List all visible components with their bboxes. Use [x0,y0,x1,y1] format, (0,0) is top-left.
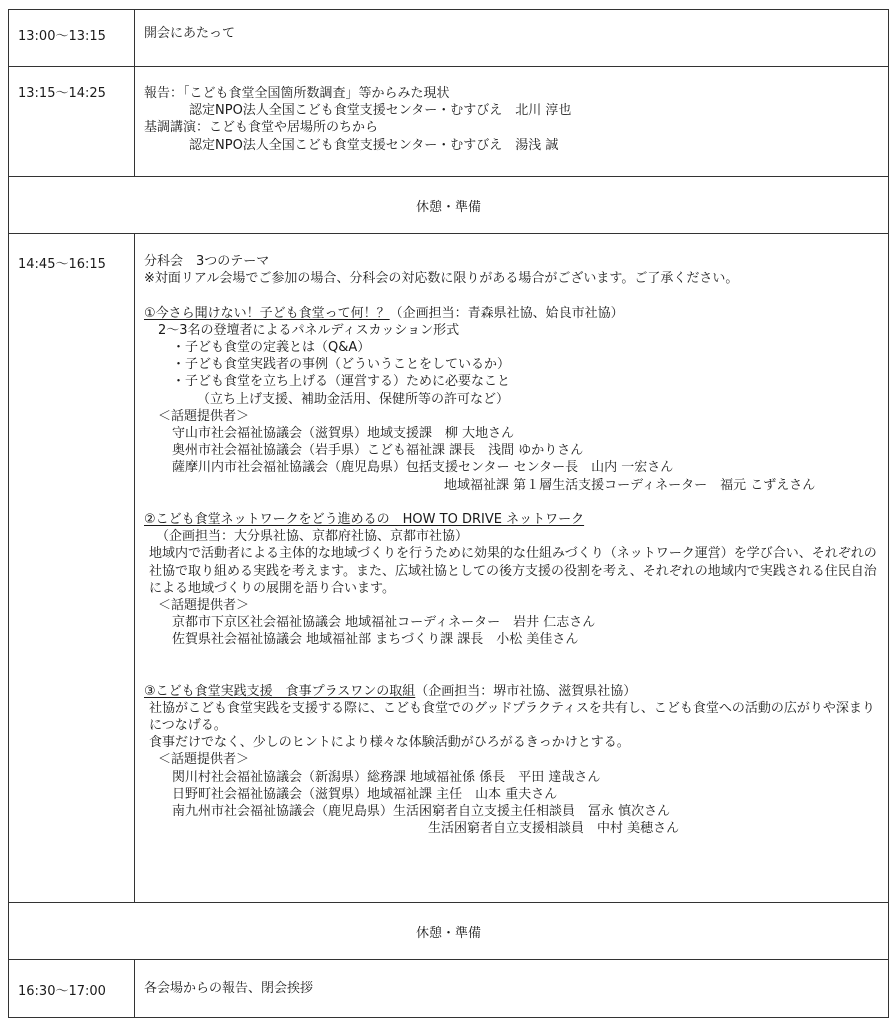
closing-text: 各会場からの報告、閉会挨拶 [144,981,314,996]
session-3-organizer: （企画担当：堺市社協、滋賀県社協） [415,683,637,699]
breakout-note: ※対面リアル会場でご参加の場合、分科会の対応数に限りがある場合がございます。ご了承ください。 [144,271,739,287]
session-1-topic-detail: （立ち上げ支援、補助金活用、保健所等の許可など） [197,391,510,407]
break-cell: 休憩・準備 [9,903,889,960]
session-3-description: 社協がこども食堂実践を支援する際に、こども食堂でのグッドプラクティスを共有し、こども食堂への活動の広がりや深まりにつなげる。 [149,700,875,734]
content-cell [135,10,889,67]
report-title: 報告：「こども食堂全国箇所数調査」等からみた現状 [144,86,450,101]
time-cell: 14:45〜16:15 [9,234,135,903]
session-2-speakers-label: ＜話題提供者＞ [158,598,250,614]
keynote-title: 基調講演：こども食堂や居場所のちから [144,120,379,136]
session-3-speaker: 関川村社会福祉協議会（新潟県）総務課 地域福祉係 係長 平田 達哉さん [172,769,601,785]
session-2-organizer: （企画担当：大分県社協、京都府社協、京都市社協） [156,529,469,545]
schedule-row [9,234,889,903]
time-cell: 13:15〜14:25 [9,67,135,177]
session-1-speaker: 守山市社会福祉協議会（滋賀県）地域支援課 柳 大地さん [172,426,515,442]
time-cell: 13:00〜13:15 [9,10,135,67]
session-1-format: 2〜3名の登壇者によるパネルディスカッション形式 [158,322,460,338]
session-3-speaker: 南九州市社会福祉協議会（鹿児島県）生活困窮者自立支援主任相談員 冨永 慎次さん [172,804,671,820]
time-cell: 16:30〜17:00 [9,960,135,1018]
session-1-speakers-label: ＜話題提供者＞ [158,408,250,424]
session-1-topic: ・子ども食堂の定義とは（Q&A） [172,340,371,355]
session-1-speaker: 奥州市社会福祉協議会（岩手県）こども福祉課 課長 浅間 ゆかりさん [172,443,584,459]
session-2-title: ②こども食堂ネットワークをどう進めるの HOW TO DRIVE ネットワーク [144,512,585,528]
break-row [9,177,889,234]
session-1-organizer: （企画担当：青森県社協、姶良市社協） [389,305,624,321]
content-cell [135,234,889,903]
report-speaker: 認定NPO法人全国こども食堂支援センター・むすびえ 北川 淳也 [189,103,572,119]
session-1-speaker: 地域福祉課 第１層生活支援コーディネーター 福元 こずえさん [444,477,816,493]
session-3-heading [144,683,880,700]
session-1-topic: ・子ども食堂を立ち上げる（運営する）ために必要なこと [172,374,511,390]
session-3-speakers-label: ＜話題提供者＞ [158,752,250,768]
session-2-speaker: 京都市下京区社会福祉協議会 地域福祉コーディネーター 岩井 仁志さん [172,615,596,631]
session-1-topic: ・子ども食堂実践者の事例（どういうことをしているか） [172,357,511,373]
session-1-speaker: 薩摩川内市社会福祉協議会（鹿児島県）包括支援センター センター長 山内 一宏さん [172,460,674,476]
schedule-row [9,67,889,177]
content-cell [135,960,889,1018]
session-1-heading [144,305,880,322]
session-3-speaker: 日野町社会福祉協議会（滋賀県）地域福祉課 主任 山本 重夫さん [172,786,558,802]
content-cell [135,67,889,177]
schedule-row [9,960,889,1018]
session-3-speaker: 生活困窮者自立支援相談員 中村 美穂さん [428,821,680,837]
breakout-heading: 分科会 3つのテーマ [144,254,270,269]
program-schedule-table [8,9,889,1018]
opening-text: 開会にあたって [144,26,236,41]
session-1-title: ①今さら聞けない！子ども食堂って何！？ [144,305,390,321]
schedule-row [9,10,889,67]
break-cell: 休憩・準備 [9,177,889,234]
keynote-speaker: 認定NPO法人全国こども食堂支援センター・むすびえ 湯浅 誠 [189,137,559,153]
break-row [9,903,889,960]
session-2-description: 地域内で活動者による主体的な地域づくりを行うために効果的な仕組みづくり（ネットワーク運営）を学び合い、それぞれの社協で取り組める実践を考えます。また、広域社協としての後方支援の役割を考え、それぞれの地域内で実践される住民自治による地域づくりの展開を語り合います。 [149,546,877,596]
session-3-description: 食事だけでなく、少しのヒントにより様々な体験活動がひろがるきっかけとする。 [149,735,630,751]
session-3-title: ③こども食堂実践支援 食事プラスワンの取組 [144,683,416,699]
session-2-speaker: 佐賀県社会福祉協議会 地域福祉部 まちづくり課 課長 小松 美佳さん [172,632,579,648]
